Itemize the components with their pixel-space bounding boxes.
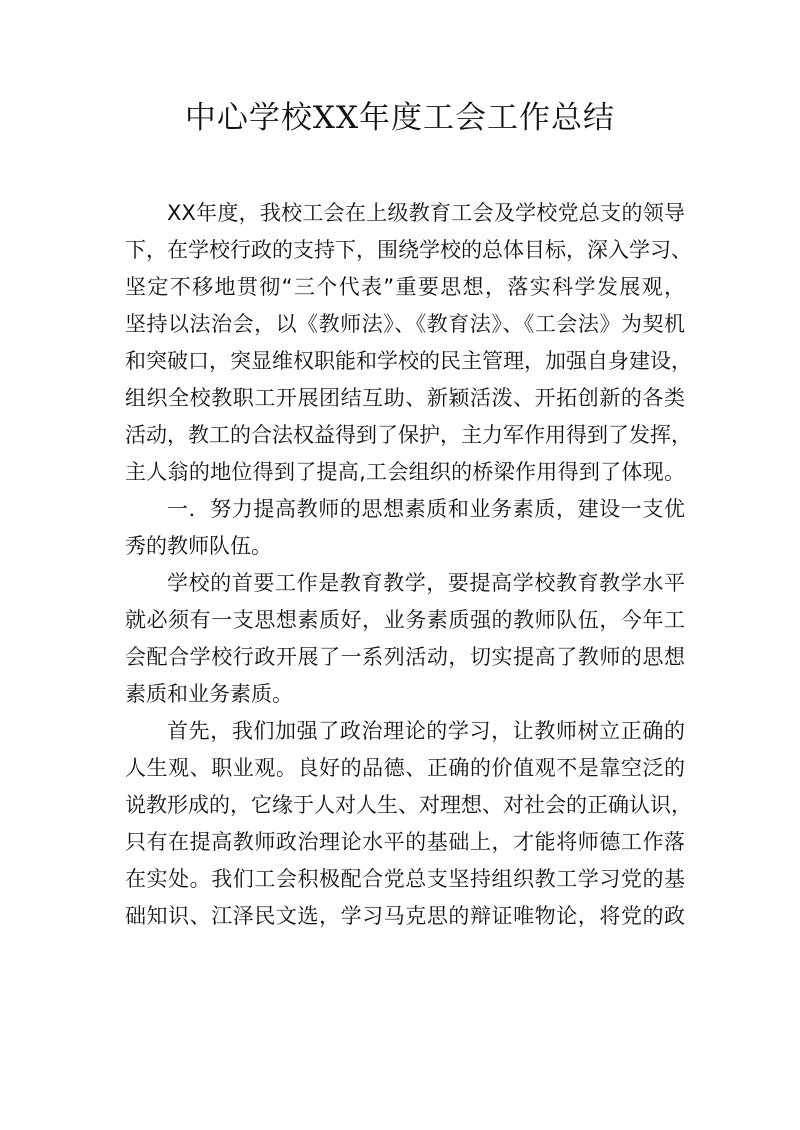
paragraph-line: 下，在学校行政的支持下，围绕学校的总体目标，深入学习、 xyxy=(125,238,692,262)
document-title: 中心学校XX年度工会工作总结 xyxy=(184,100,616,136)
paragraph-line: 素质和业务素质。 xyxy=(125,682,293,706)
document-body xyxy=(125,195,692,935)
paragraph-line: 就必须有一支思想素质好，业务素质强的教师队伍，今年工 xyxy=(125,608,685,632)
paragraph-line: 和突破口，突显维权职能和学校的民主管理，加强自身建设， xyxy=(125,349,692,373)
paragraph-line: 础知识、江泽民文选，学习马克思的辩证唯物论，将党的政 xyxy=(125,904,685,928)
paragraph-line: 学校的首要工作是教育教学，要提高学校教育教学水平 xyxy=(167,571,685,595)
section-heading-line: 秀的教师队伍。 xyxy=(125,534,272,558)
paragraph-line: 说教形成的，它缘于人对人生、对理想、对社会的正确认识， xyxy=(125,793,692,817)
paragraph-line: 会配合学校行政开展了一系列活动，切实提高了教师的思想 xyxy=(125,645,685,669)
paragraph-line: 坚持以法治会，以《教师法》、《教育法》、《工会法》为契机 xyxy=(125,312,685,336)
paragraph-line: XX年度，我校工会在上级教育工会及学校党总支的领导 xyxy=(167,201,685,225)
paragraph-line: 坚定不移地贯彻“三个代表”重要思想，落实科学发展观， xyxy=(125,275,685,299)
paragraph-line: 活动，教工的合法权益得到了保护，主力军作用得到了发挥， xyxy=(125,423,692,447)
section-heading-line: 一．努力提高教师的思想素质和业务素质，建设一支优 xyxy=(167,497,685,521)
paragraph-line: 组织全校教职工开展团结互助、新颖活泼、开拓创新的各类 xyxy=(125,386,685,410)
paragraph-line: 只有在提高教师政治理论水平的基础上，才能将师德工作落 xyxy=(125,830,685,854)
paragraph-line: 首先，我们加强了政治理论的学习，让教师树立正确的 xyxy=(167,719,685,743)
paragraph-line: 主人翁的地位得到了提高,工会组织的桥梁作用得到了体现。 xyxy=(125,460,685,484)
paragraph-line: 在实处。我们工会积极配合党总支坚持组织教工学习党的基 xyxy=(125,867,685,891)
paragraph-line: 人生观、职业观。良好的品德、正确的价值观不是靠空泛的 xyxy=(125,756,685,780)
